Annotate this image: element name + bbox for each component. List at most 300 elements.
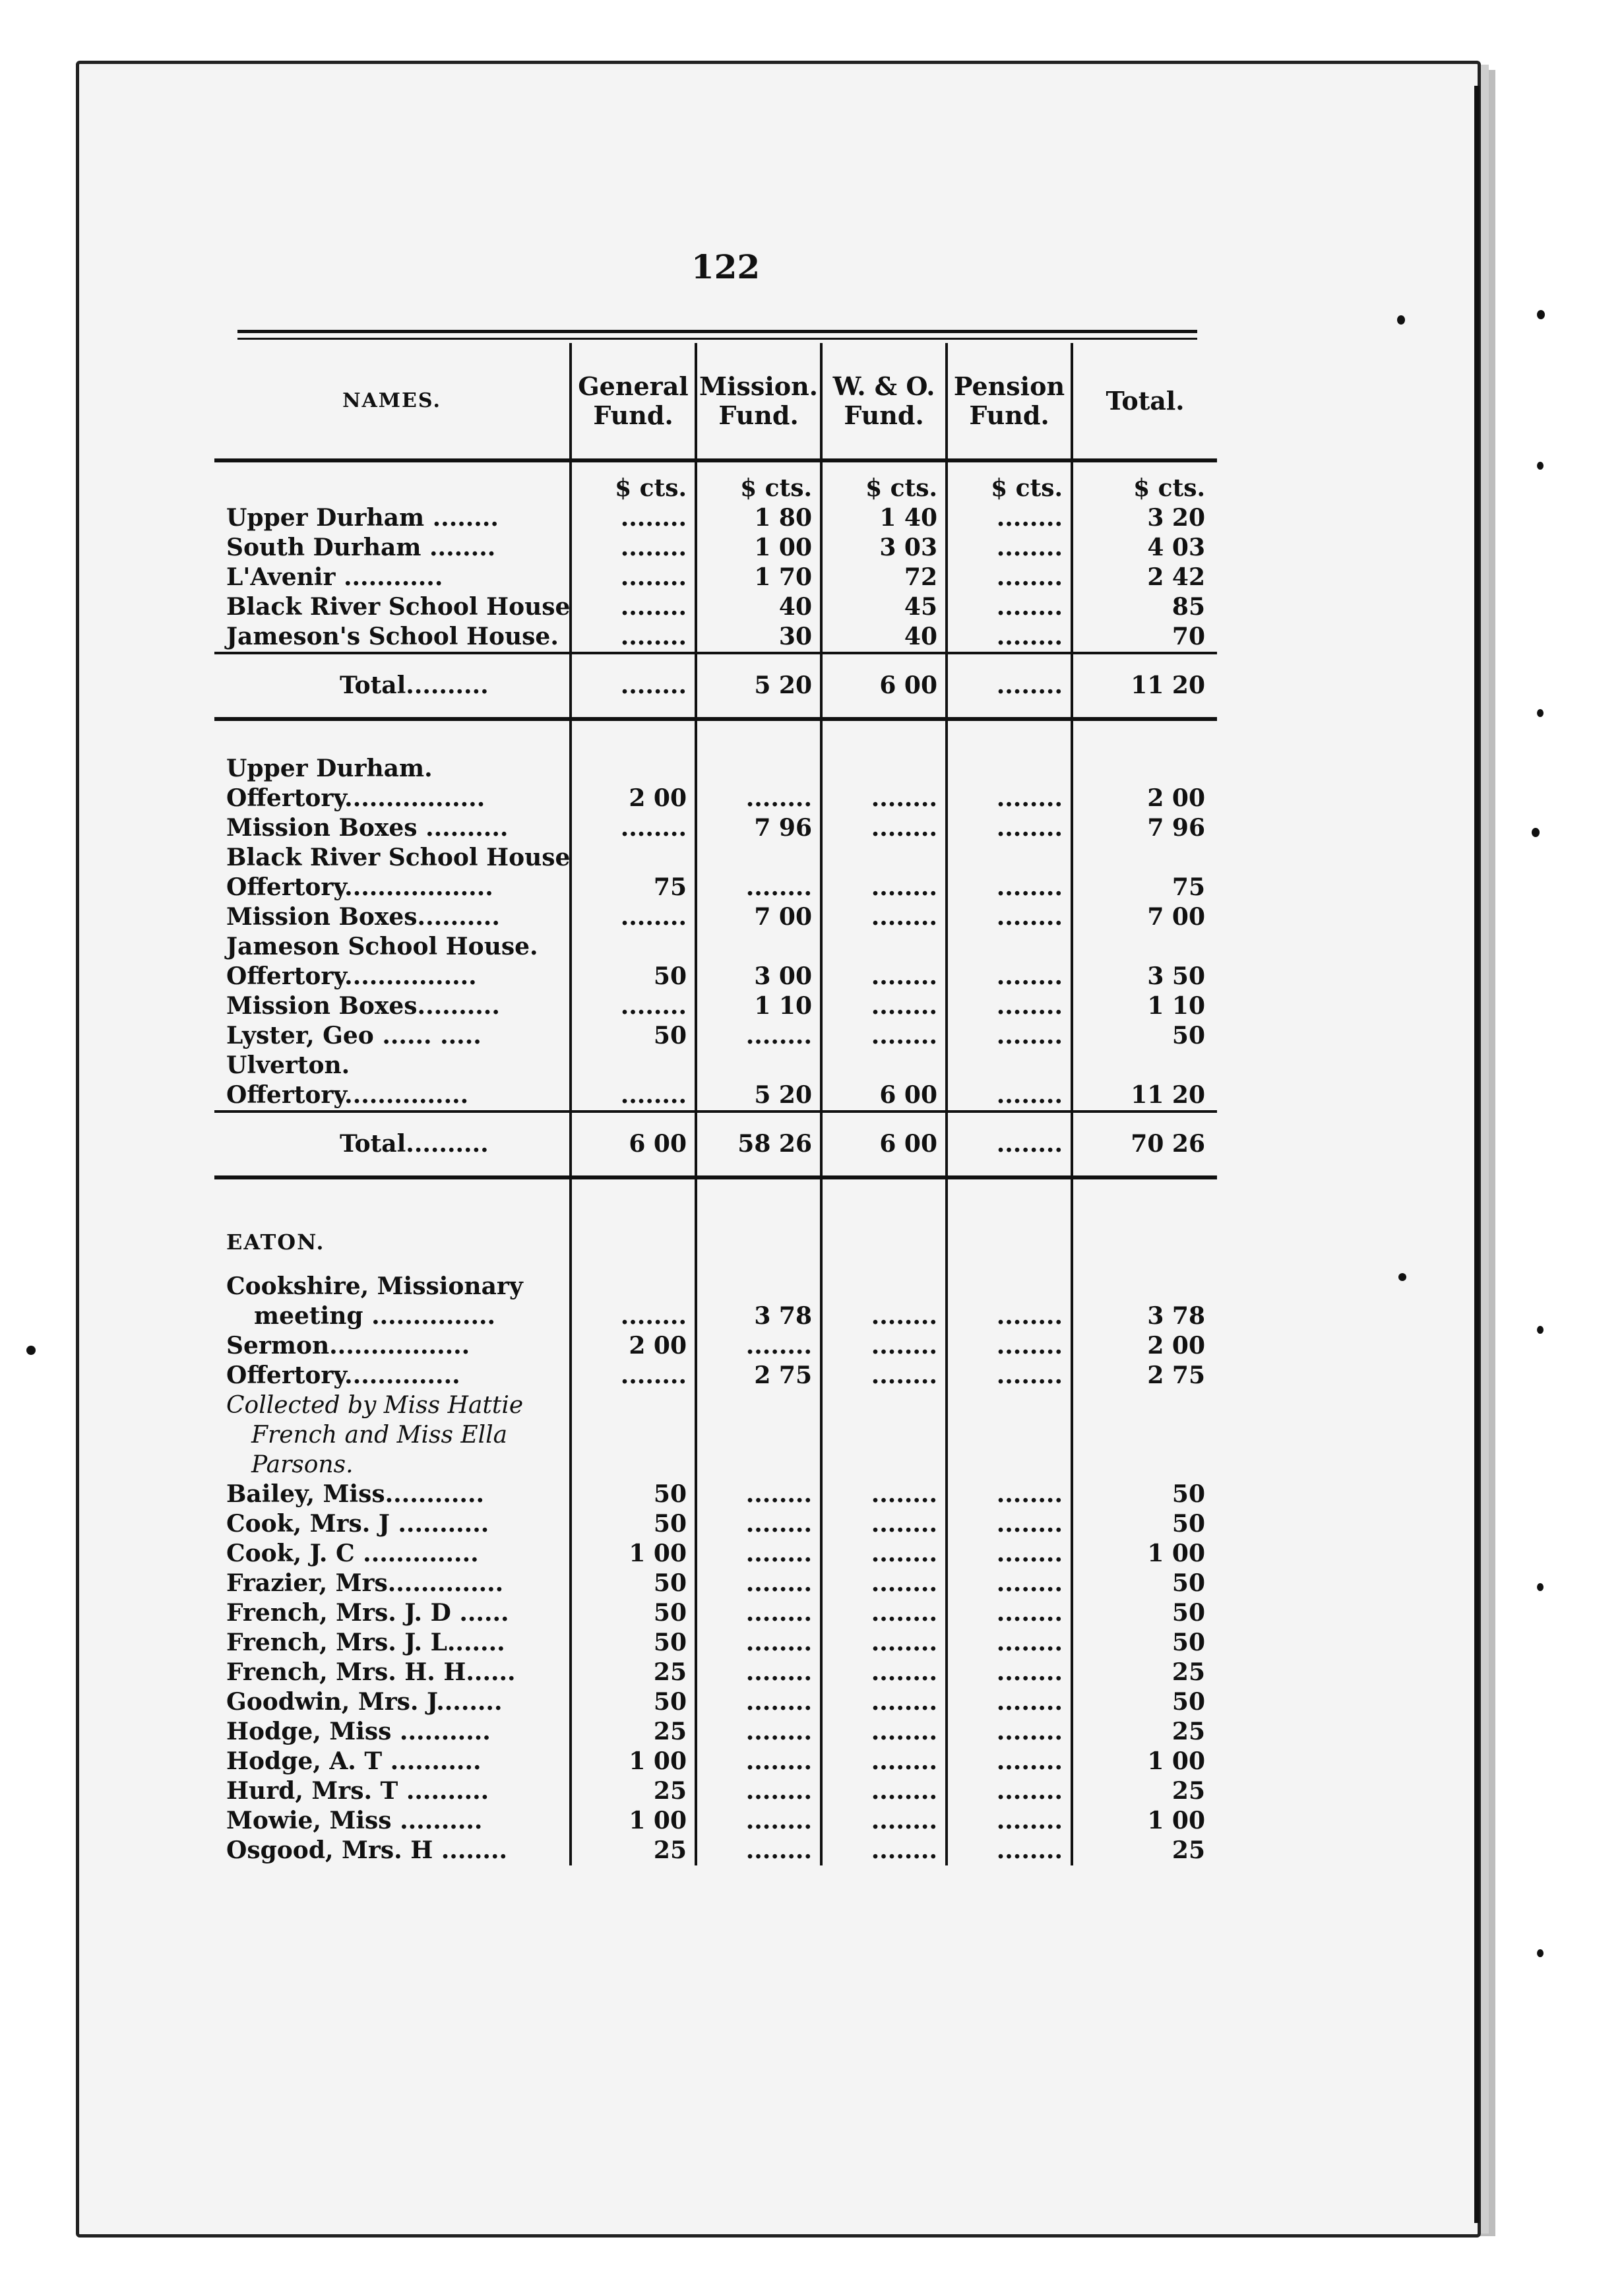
cell-pension: ........ (947, 1628, 1072, 1658)
table-row (214, 1212, 1217, 1272)
cell-total: 85 (1072, 592, 1217, 622)
cell-wo: ........ (821, 962, 947, 991)
table-row (214, 1021, 1217, 1051)
row-name: South Durham ........ (226, 534, 496, 561)
cell-general: ........ (571, 563, 696, 592)
table-row (214, 1747, 1217, 1776)
row-name: Jameson School House. (226, 933, 538, 960)
cell-total: 2 42 (1072, 563, 1217, 592)
cell-general: 1 00 (571, 1806, 696, 1836)
cell-mission: ........ (696, 1776, 821, 1806)
cell-wo: ........ (821, 1480, 947, 1509)
page-speck (1532, 828, 1540, 837)
cell-total: 3 78 (1072, 1301, 1217, 1331)
page-number: 122 (691, 247, 761, 286)
row-name: Offertory................ (226, 962, 477, 990)
cell-total: 50 (1072, 1021, 1217, 1051)
cell-general: 25 (571, 1836, 696, 1865)
row-name: Collected by Miss Hattie (226, 1392, 524, 1419)
cell-total (1072, 754, 1217, 784)
cell-wo: ........ (821, 1509, 947, 1539)
row-name: Jameson's School House. (226, 623, 559, 650)
cell-pension (947, 1420, 1072, 1450)
table-row (214, 1111, 1217, 1177)
cell-total: 70 (1072, 622, 1217, 653)
row-name: Hodge, A. T ........... (226, 1747, 482, 1775)
cell-wo: ........ (821, 1331, 947, 1361)
table-row (214, 1420, 1217, 1450)
row-name: Cook, Mrs. J ........... (226, 1510, 489, 1538)
page-speck (1537, 1583, 1544, 1591)
row-name: Hurd, Mrs. T .......... (226, 1777, 489, 1805)
cell-pension: ........ (947, 784, 1072, 813)
row-name: Bailey, Miss............ (226, 1480, 485, 1508)
cell-total: 50 (1072, 1687, 1217, 1717)
cell-general: 75 (571, 873, 696, 902)
cell-wo: ........ (821, 1658, 947, 1687)
table-row (214, 1776, 1217, 1806)
cell-wo: ........ (821, 1598, 947, 1628)
table-row (214, 1301, 1217, 1331)
cell-total: 50 (1072, 1509, 1217, 1539)
cell-pension: ........ (947, 533, 1072, 563)
cell-total: 7 00 (1072, 902, 1217, 932)
table-row (214, 1080, 1217, 1111)
cell-mission: ........ (696, 1539, 821, 1569)
cell-pension: ........ (947, 1569, 1072, 1598)
table-row (214, 843, 1217, 873)
cell-pension: ........ (947, 1747, 1072, 1776)
cell-wo: ........ (821, 1539, 947, 1569)
cell-total: 50 (1072, 1480, 1217, 1509)
header-total: Total. (1072, 343, 1217, 460)
cell-pension: ........ (947, 1717, 1072, 1747)
table-header-row (214, 343, 1217, 460)
spacer-row (214, 1177, 1217, 1212)
units-wo: $ cts. (821, 460, 947, 503)
table-row (214, 1569, 1217, 1598)
cell-wo (821, 1420, 947, 1450)
cell-wo: ........ (821, 1687, 947, 1717)
row-name: Black River School House (226, 844, 571, 871)
row-name: Mission Boxes.......... (226, 992, 500, 1020)
table-row (214, 1806, 1217, 1836)
row-name: French and Miss Ella (251, 1422, 508, 1449)
cell-wo (821, 1212, 947, 1272)
page-speck (1537, 709, 1544, 717)
cell-wo (821, 1391, 947, 1420)
cell-mission: ........ (696, 873, 821, 902)
contributions-table (214, 343, 1217, 1865)
row-name: Mission Boxes.......... (226, 903, 500, 931)
row-name: meeting ............... (254, 1302, 496, 1330)
cell-mission (696, 932, 821, 962)
table-row (214, 533, 1217, 563)
header-wo-fund: W. & O. Fund. (821, 343, 947, 460)
cell-general: 50 (571, 962, 696, 991)
cell-mission: 5 20 (696, 1080, 821, 1111)
page-speck (1537, 462, 1544, 470)
cell-general: 50 (571, 1598, 696, 1628)
cell-wo: 6 00 (821, 653, 947, 719)
cell-total: 50 (1072, 1569, 1217, 1598)
cell-wo: ........ (821, 1569, 947, 1598)
cell-wo (821, 1272, 947, 1301)
cell-total: 1 00 (1072, 1539, 1217, 1569)
top-rule (237, 330, 1197, 333)
cell-pension (947, 1212, 1072, 1272)
row-name: Total.......... (214, 653, 571, 719)
cell-general: ........ (571, 653, 696, 719)
cell-wo: ........ (821, 1776, 947, 1806)
cell-total: 25 (1072, 1776, 1217, 1806)
table-row (214, 1628, 1217, 1658)
cell-total (1072, 1450, 1217, 1480)
page-speck (26, 1346, 36, 1355)
cell-total: 2 00 (1072, 784, 1217, 813)
cell-total (1072, 1051, 1217, 1080)
cell-wo (821, 932, 947, 962)
cell-total (1072, 932, 1217, 962)
cell-pension: ........ (947, 622, 1072, 653)
cell-pension: ........ (947, 563, 1072, 592)
cell-pension: ........ (947, 1111, 1072, 1177)
table-row (214, 902, 1217, 932)
row-name: Offertory.................. (226, 873, 493, 901)
table-row (214, 1598, 1217, 1628)
units-mission: $ cts. (696, 460, 821, 503)
cell-total: 25 (1072, 1717, 1217, 1747)
cell-general (571, 1420, 696, 1450)
cell-mission (696, 754, 821, 784)
cell-mission: ........ (696, 1021, 821, 1051)
cell-pension: ........ (947, 1836, 1072, 1865)
cell-mission (696, 1051, 821, 1080)
cell-mission (696, 1272, 821, 1301)
row-name: Ulverton. (226, 1051, 350, 1079)
cell-general (571, 843, 696, 873)
table-row (214, 622, 1217, 653)
cell-general: 25 (571, 1658, 696, 1687)
cell-total: 11 20 (1072, 1080, 1217, 1111)
cell-total: 4 03 (1072, 533, 1217, 563)
cell-mission: ........ (696, 784, 821, 813)
cell-mission: 2 75 (696, 1361, 821, 1391)
cell-general: ........ (571, 503, 696, 533)
cell-pension: ........ (947, 991, 1072, 1021)
table-row (214, 1539, 1217, 1569)
cell-wo: ........ (821, 902, 947, 932)
cell-total: 1 00 (1072, 1806, 1217, 1836)
cell-pension: ........ (947, 1021, 1072, 1051)
cell-wo: 3 03 (821, 533, 947, 563)
cell-pension (947, 932, 1072, 962)
cell-total: 11 20 (1072, 653, 1217, 719)
row-name: French, Mrs. J. D ...... (226, 1599, 509, 1627)
cell-mission: ........ (696, 1598, 821, 1628)
cell-pension: ........ (947, 873, 1072, 902)
cell-wo: ........ (821, 1717, 947, 1747)
cell-mission: 5 20 (696, 653, 821, 719)
table-row (214, 503, 1217, 533)
cell-wo: 6 00 (821, 1080, 947, 1111)
cell-total (1072, 1420, 1217, 1450)
cell-wo (821, 1450, 947, 1480)
cell-mission: 3 78 (696, 1301, 821, 1331)
cell-mission: ........ (696, 1717, 821, 1747)
cell-general: 2 00 (571, 784, 696, 813)
cell-mission (696, 1391, 821, 1420)
table-row (214, 813, 1217, 843)
cell-pension: ........ (947, 962, 1072, 991)
cell-general: 50 (571, 1509, 696, 1539)
cell-mission: 1 70 (696, 563, 821, 592)
cell-pension: ........ (947, 653, 1072, 719)
page-speck (1397, 315, 1405, 325)
table-row (214, 592, 1217, 622)
cell-mission (696, 1212, 821, 1272)
table-row (214, 563, 1217, 592)
cell-total: 70 26 (1072, 1111, 1217, 1177)
table-row (214, 1658, 1217, 1687)
units-pension: $ cts. (947, 460, 1072, 503)
cell-general (571, 1450, 696, 1480)
ledger-body (214, 503, 1217, 1865)
cell-pension: ........ (947, 1806, 1072, 1836)
cell-pension (947, 843, 1072, 873)
cell-pension (947, 1051, 1072, 1080)
row-name: French, Mrs. H. H...... (226, 1658, 516, 1686)
row-name: Sermon................. (226, 1332, 470, 1360)
cell-pension: ........ (947, 592, 1072, 622)
cell-mission (696, 1420, 821, 1450)
table-row (214, 1509, 1217, 1539)
cell-wo: ........ (821, 873, 947, 902)
cell-mission: ........ (696, 1569, 821, 1598)
table-row (214, 991, 1217, 1021)
table-row (214, 962, 1217, 991)
row-name: French, Mrs. J. L....... (226, 1629, 505, 1656)
cell-total: 2 00 (1072, 1331, 1217, 1361)
cell-mission: ........ (696, 1687, 821, 1717)
cell-mission: 30 (696, 622, 821, 653)
cell-pension: ........ (947, 1598, 1072, 1628)
cell-general: 50 (571, 1687, 696, 1717)
cell-wo (821, 843, 947, 873)
cell-total: 7 96 (1072, 813, 1217, 843)
page-speck (1537, 1949, 1544, 1957)
row-name: Upper Durham ........ (226, 504, 499, 532)
cell-mission: 7 00 (696, 902, 821, 932)
cell-pension: ........ (947, 1658, 1072, 1687)
cell-general: 50 (571, 1628, 696, 1658)
cell-pension (947, 1272, 1072, 1301)
cell-general: ........ (571, 592, 696, 622)
cell-wo: 40 (821, 622, 947, 653)
cell-general: ........ (571, 1301, 696, 1331)
cell-wo: 45 (821, 592, 947, 622)
row-name: Frazier, Mrs.............. (226, 1569, 504, 1597)
cell-wo: 1 40 (821, 503, 947, 533)
cell-mission: ........ (696, 1509, 821, 1539)
cell-general: 6 00 (571, 1111, 696, 1177)
cell-total: 25 (1072, 1836, 1217, 1865)
cell-general: 1 00 (571, 1747, 696, 1776)
cell-mission: ........ (696, 1628, 821, 1658)
table-row (214, 1687, 1217, 1717)
row-name: L'Avenir ............ (226, 563, 443, 591)
table-row (214, 1836, 1217, 1865)
cell-wo: ........ (821, 1836, 947, 1865)
cell-total: 50 (1072, 1628, 1217, 1658)
header-names: NAMES. (342, 389, 441, 412)
cell-general: 50 (571, 1569, 696, 1598)
cell-general (571, 1212, 696, 1272)
cell-general (571, 1391, 696, 1420)
cell-total (1072, 1212, 1217, 1272)
cell-mission: 1 00 (696, 533, 821, 563)
cell-total: 1 10 (1072, 991, 1217, 1021)
table-row (214, 932, 1217, 962)
cell-mission: ........ (696, 1836, 821, 1865)
page-speck (1537, 1326, 1544, 1334)
cell-general: 2 00 (571, 1331, 696, 1361)
cell-general: ........ (571, 1361, 696, 1391)
cell-general (571, 1051, 696, 1080)
cell-pension: ........ (947, 1080, 1072, 1111)
cell-mission: ........ (696, 1747, 821, 1776)
cell-pension: ........ (947, 902, 1072, 932)
cell-mission: 3 00 (696, 962, 821, 991)
row-name: Black River School House (226, 593, 571, 621)
units-general: $ cts. (571, 460, 696, 503)
cell-total: 25 (1072, 1658, 1217, 1687)
cell-mission: 40 (696, 592, 821, 622)
cell-total: 1 00 (1072, 1747, 1217, 1776)
row-name: Mission Boxes .......... (226, 814, 509, 842)
table-row (214, 1051, 1217, 1080)
cell-wo: ........ (821, 1628, 947, 1658)
cell-wo (821, 754, 947, 784)
cell-total: 3 20 (1072, 503, 1217, 533)
cell-pension (947, 1450, 1072, 1480)
cell-pension: ........ (947, 1539, 1072, 1569)
cell-general (571, 1272, 696, 1301)
row-name: Upper Durham. (226, 755, 433, 782)
row-name: Osgood, Mrs. H ........ (226, 1836, 508, 1864)
cell-wo: ........ (821, 813, 947, 843)
book-spine-edge (1474, 86, 1480, 2223)
cell-general: 50 (571, 1480, 696, 1509)
cell-total (1072, 843, 1217, 873)
cell-wo: ........ (821, 1021, 947, 1051)
cell-mission: ........ (696, 1480, 821, 1509)
cell-pension: ........ (947, 1687, 1072, 1717)
row-name: Goodwin, Mrs. J........ (226, 1688, 503, 1716)
cell-general (571, 932, 696, 962)
cell-general: ........ (571, 902, 696, 932)
cell-wo: ........ (821, 991, 947, 1021)
cell-pension: ........ (947, 1361, 1072, 1391)
cell-pension (947, 1391, 1072, 1420)
cell-mission: ........ (696, 1658, 821, 1687)
cell-pension: ........ (947, 1509, 1072, 1539)
page-speck (1398, 1273, 1406, 1281)
cell-total (1072, 1391, 1217, 1420)
cell-general: 25 (571, 1717, 696, 1747)
table-row (214, 1331, 1217, 1361)
cell-wo: ........ (821, 784, 947, 813)
cell-mission: 7 96 (696, 813, 821, 843)
cell-wo (821, 1051, 947, 1080)
table-row (214, 1391, 1217, 1420)
cell-general: ........ (571, 533, 696, 563)
row-name: Mowie, Miss .......... (226, 1807, 483, 1834)
cell-mission: 1 80 (696, 503, 821, 533)
cell-pension: ........ (947, 1331, 1072, 1361)
cell-general: ........ (571, 813, 696, 843)
cell-general: 50 (571, 1021, 696, 1051)
cell-pension (947, 754, 1072, 784)
cell-pension: ........ (947, 1301, 1072, 1331)
header-general-fund: General Fund. (571, 343, 696, 460)
table-row (214, 1450, 1217, 1480)
table-row (214, 1717, 1217, 1747)
row-name: Offertory............... (226, 1081, 469, 1109)
cell-total: 50 (1072, 1598, 1217, 1628)
cell-wo: ........ (821, 1806, 947, 1836)
cell-total (1072, 1272, 1217, 1301)
cell-general: ........ (571, 991, 696, 1021)
table-row (214, 873, 1217, 902)
header-pension-fund: Pension Fund. (947, 343, 1072, 460)
cell-mission: 1 10 (696, 991, 821, 1021)
table-row (214, 754, 1217, 784)
cell-wo: 6 00 (821, 1111, 947, 1177)
row-name: Hodge, Miss ........... (226, 1718, 491, 1745)
cell-wo: 72 (821, 563, 947, 592)
row-name: Cookshire, Missionary (226, 1272, 523, 1300)
table-row (214, 1272, 1217, 1301)
cell-wo: ........ (821, 1361, 947, 1391)
table-row (214, 784, 1217, 813)
cell-wo: ........ (821, 1301, 947, 1331)
spacer-row (214, 719, 1217, 754)
row-name: EATON. (226, 1229, 325, 1255)
cell-total: 75 (1072, 873, 1217, 902)
units-row (214, 460, 1217, 503)
cell-pension: ........ (947, 813, 1072, 843)
cell-total: 3 50 (1072, 962, 1217, 991)
top-rule-thin (237, 338, 1197, 340)
table-row (214, 1361, 1217, 1391)
row-name: Parsons. (251, 1451, 354, 1478)
row-name: Lyster, Geo ...... ..... (226, 1022, 482, 1049)
cell-total: 2 75 (1072, 1361, 1217, 1391)
cell-general: ........ (571, 622, 696, 653)
row-name: Total.......... (214, 1111, 571, 1177)
cell-wo: ........ (821, 1747, 947, 1776)
cell-mission (696, 1450, 821, 1480)
cell-general: 1 00 (571, 1539, 696, 1569)
row-name: Offertory................. (226, 784, 485, 812)
cell-pension: ........ (947, 503, 1072, 533)
cell-pension: ........ (947, 1480, 1072, 1509)
cell-pension: ........ (947, 1776, 1072, 1806)
row-name: Offertory.............. (226, 1362, 460, 1389)
cell-general (571, 754, 696, 784)
cell-mission (696, 843, 821, 873)
